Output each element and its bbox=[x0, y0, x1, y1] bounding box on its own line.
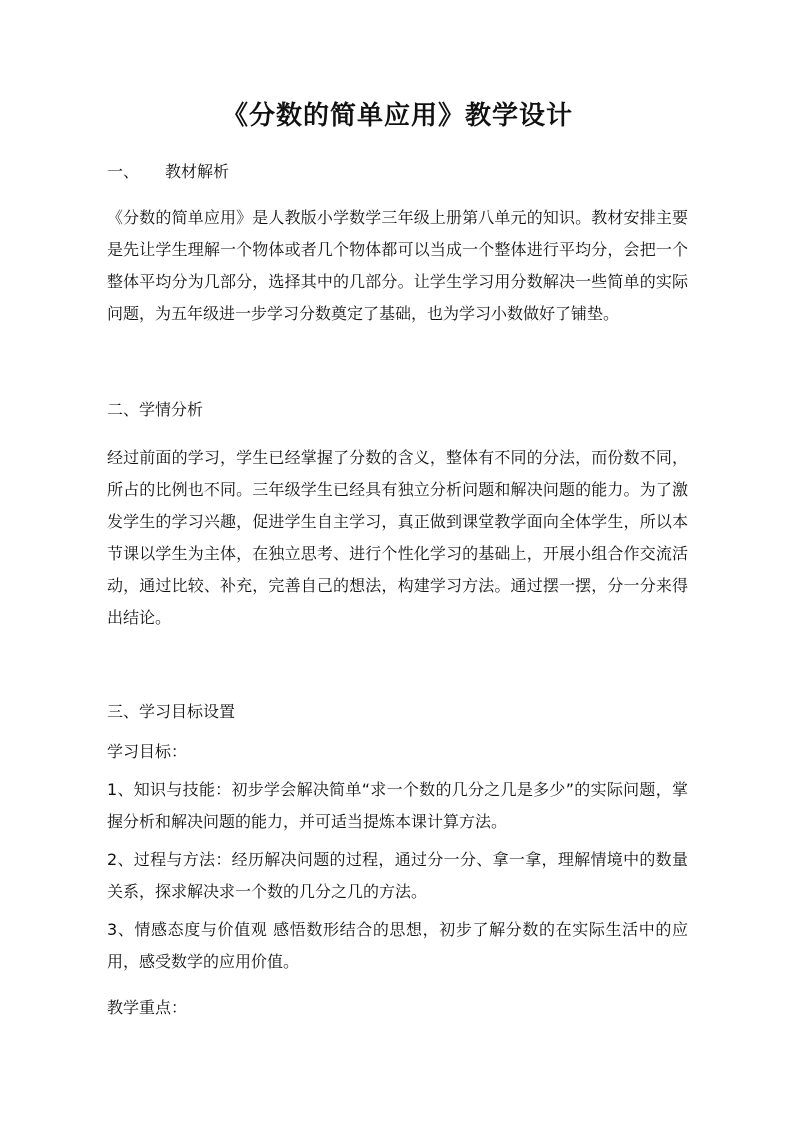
section-number-1: 一、 bbox=[107, 162, 140, 181]
objective-item-2: 2、过程与方法：经历解决问题的过程，通过分一分、拿一拿，理解情境中的数量关系，探求解决求一个数的几分之几的方法。 bbox=[107, 850, 688, 901]
section-paragraph-1: 《分数的简单应用》是人教版小学数学三年级上册第八单元的知识。教材安排主要是先让学生理解一个物体或者几个物体都可以当成一个整体进行平均分，会把一个整体平均分为几部分，选择其中的几部分。让学生学习用分数解决一些简单的实际问题，为五年级进一步学习分数奠定了基础，也为学习小数做好了铺垫。 bbox=[107, 208, 688, 323]
objective-item-1: 1、知识与技能：初步学会解决简单“求一个数的几分之几是多少”的实际问题，掌握分析和解决问题的能力，并可适当提炼本课计算方法。 bbox=[107, 780, 688, 831]
key-points-label: 教学重点： bbox=[107, 998, 188, 1017]
section-paragraph-2: 经过前面的学习，学生已经掌握了分数的含义，整体有不同的分法，而份数不同，所占的比例也不同。三年级学生已经具有独立分析问题和解决问题的能力。为了激发学生的学习兴趣，促进学生自主学习，真正做到课堂教学面向全体学生，所以本节课以学生为主体，在独立思考、进行个性化学习的基础上，开展小组合作交流活动，通过比较、补充，完善自己的想法，构建学习方法。通过摆一摆，分一分来得出结论。 bbox=[107, 448, 688, 627]
objective-item-3: 3、情感态度与价值观 感悟数形结合的思想，初步了解分数的在实际生活中的应用，感受数学的应用价值。 bbox=[107, 920, 688, 971]
objectives-label: 学习目标： bbox=[107, 742, 188, 761]
section-heading-1 bbox=[107, 162, 688, 182]
section-heading-2: 二、学情分析 bbox=[107, 400, 204, 419]
section-heading-3: 三、学习目标设置 bbox=[107, 702, 236, 721]
section-title-1: 教材解析 bbox=[165, 162, 230, 181]
document-title: 《分数的简单应用》教学设计 bbox=[221, 101, 573, 131]
